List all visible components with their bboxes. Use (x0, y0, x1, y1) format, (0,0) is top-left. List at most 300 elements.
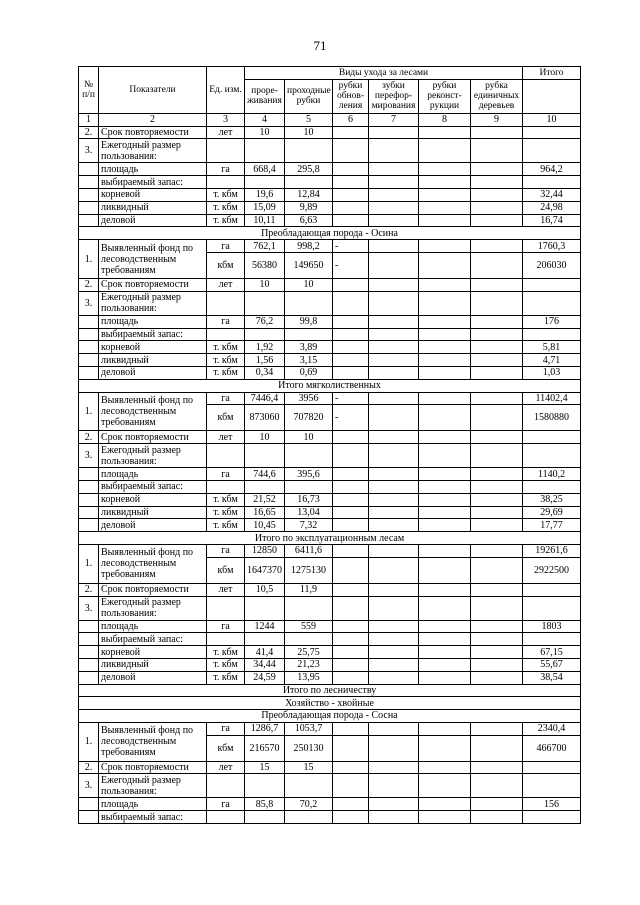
empty-cell (471, 658, 523, 671)
table-row (79, 646, 581, 659)
empty-cell (471, 252, 523, 278)
value-cell (333, 722, 369, 735)
row-unit: т. кбм (207, 493, 245, 506)
row-unit: т. кбм (207, 646, 245, 659)
row-unit (207, 774, 245, 798)
value-cell: 395,6 (285, 468, 333, 481)
row-label: выбираемый запас: (99, 328, 207, 341)
value-cell: - (333, 240, 369, 253)
section-row (79, 532, 581, 545)
value-cell: 1053,7 (285, 722, 333, 735)
row-unit: га (207, 240, 245, 253)
value-cell (285, 774, 333, 798)
empty-cell (369, 468, 419, 481)
row-label: корневой (99, 188, 207, 201)
value-cell (245, 444, 285, 468)
value-cell (333, 278, 369, 291)
row-number (79, 341, 99, 354)
value-cell (333, 774, 369, 798)
empty-cell (419, 328, 471, 341)
empty-cell (369, 392, 419, 405)
table-row (79, 278, 581, 291)
value-cell: 10 (285, 126, 333, 139)
empty-cell (419, 493, 471, 506)
section-title: Итого по лесничеству (79, 684, 581, 697)
empty-cell (471, 596, 523, 620)
empty-cell (471, 519, 523, 532)
empty-cell (419, 163, 471, 176)
row-label: Выявленный фонд по лесоводственным требованиям (99, 544, 207, 583)
empty-cell (369, 620, 419, 633)
row-number (79, 811, 99, 824)
total-cell (523, 328, 581, 341)
empty-cell (471, 431, 523, 444)
value-cell (245, 811, 285, 824)
row-label: Выявленный фонд по лесоводственным требованиям (99, 392, 207, 431)
total-cell: 67,15 (523, 646, 581, 659)
table-row (79, 811, 581, 824)
value-cell: 3,89 (285, 341, 333, 354)
table-row (79, 139, 581, 163)
total-cell: 2922500 (523, 557, 581, 583)
value-cell (333, 444, 369, 468)
empty-cell (369, 774, 419, 798)
value-cell (333, 583, 369, 596)
table-row (79, 468, 581, 481)
empty-cell (369, 201, 419, 214)
row-number (79, 163, 99, 176)
empty-cell (369, 646, 419, 659)
total-cell: 19261,6 (523, 544, 581, 557)
empty-cell (471, 646, 523, 659)
empty-cell (369, 444, 419, 468)
value-cell: 9,89 (285, 201, 333, 214)
empty-cell (419, 557, 471, 583)
value-cell: 762,1 (245, 240, 285, 253)
value-cell: 998,2 (285, 240, 333, 253)
value-cell: - (333, 405, 369, 431)
value-cell (333, 519, 369, 532)
empty-cell (471, 480, 523, 493)
empty-cell (369, 493, 419, 506)
empty-cell (419, 506, 471, 519)
table-row (79, 722, 581, 735)
value-cell (333, 139, 369, 163)
header-indicator: Показатели (99, 67, 207, 114)
empty-cell (471, 315, 523, 328)
section-row (79, 379, 581, 392)
value-cell: 41,4 (245, 646, 285, 659)
empty-cell (369, 214, 419, 227)
empty-cell (419, 646, 471, 659)
header-types-group: Виды ухода за лесами (245, 67, 523, 80)
row-number: 3. (79, 596, 99, 620)
value-cell: 1,56 (245, 354, 285, 367)
row-label: ликвидный (99, 201, 207, 214)
table-row (79, 444, 581, 468)
empty-cell (419, 392, 471, 405)
row-unit: т. кбм (207, 341, 245, 354)
row-number: 1. (79, 240, 99, 279)
row-label: выбираемый запас: (99, 811, 207, 824)
row-number (79, 188, 99, 201)
header-type: рубки обнов-ления (333, 79, 369, 113)
row-unit: кбм (207, 557, 245, 583)
value-cell: 13,04 (285, 506, 333, 519)
value-cell: 24,59 (245, 671, 285, 684)
row-label: Срок повторяемости (99, 278, 207, 291)
col-number: 1 (79, 113, 99, 126)
row-label: площадь (99, 468, 207, 481)
value-cell: 149650 (285, 252, 333, 278)
total-cell (523, 811, 581, 824)
value-cell: 12,84 (285, 188, 333, 201)
row-unit: т. кбм (207, 188, 245, 201)
value-cell (285, 633, 333, 646)
empty-cell (419, 405, 471, 431)
row-unit: кбм (207, 252, 245, 278)
table-body (79, 126, 581, 823)
row-label: выбираемый запас: (99, 176, 207, 189)
empty-cell (419, 583, 471, 596)
value-cell: 10,11 (245, 214, 285, 227)
col-number: 4 (245, 113, 285, 126)
value-cell: 16,73 (285, 493, 333, 506)
empty-cell (419, 761, 471, 774)
empty-cell (471, 811, 523, 824)
row-number (79, 354, 99, 367)
empty-cell (471, 557, 523, 583)
section-title: Преобладающая порода - Сосна (79, 710, 581, 723)
total-cell: 55,67 (523, 658, 581, 671)
empty-cell (471, 493, 523, 506)
row-number (79, 328, 99, 341)
value-cell (285, 444, 333, 468)
empty-cell (419, 620, 471, 633)
value-cell: 16,65 (245, 506, 285, 519)
row-unit: лет (207, 126, 245, 139)
row-label: деловой (99, 366, 207, 379)
table-header (79, 67, 581, 127)
row-unit (207, 328, 245, 341)
value-cell: - (333, 252, 369, 278)
value-cell (245, 176, 285, 189)
value-cell: 21,52 (245, 493, 285, 506)
row-label: корневой (99, 341, 207, 354)
total-cell: 2340,4 (523, 722, 581, 735)
row-label: площадь (99, 798, 207, 811)
table-row (79, 328, 581, 341)
value-cell (333, 798, 369, 811)
value-cell: 12850 (245, 544, 285, 557)
row-number (79, 201, 99, 214)
empty-cell (419, 658, 471, 671)
row-unit: га (207, 722, 245, 735)
total-cell: 16,74 (523, 214, 581, 227)
empty-cell (419, 431, 471, 444)
row-unit: га (207, 620, 245, 633)
row-label: Выявленный фонд по лесоводственным требованиям (99, 722, 207, 761)
row-unit: га (207, 392, 245, 405)
section-title: Итого мягколиственных (79, 379, 581, 392)
value-cell (285, 596, 333, 620)
value-cell: 10 (245, 126, 285, 139)
table-row (79, 201, 581, 214)
value-cell: 11,9 (285, 583, 333, 596)
row-label: площадь (99, 163, 207, 176)
table-row (79, 392, 581, 405)
value-cell (333, 671, 369, 684)
empty-cell (419, 444, 471, 468)
total-cell (523, 596, 581, 620)
col-number: 7 (369, 113, 419, 126)
value-cell (333, 620, 369, 633)
value-cell (333, 658, 369, 671)
row-label: Срок повторяемости (99, 431, 207, 444)
empty-cell (471, 291, 523, 315)
empty-cell (419, 291, 471, 315)
empty-cell (419, 201, 471, 214)
row-label: Срок повторяемости (99, 126, 207, 139)
section-title: Преобладающая порода - Осина (79, 227, 581, 240)
value-cell (333, 596, 369, 620)
col-number: 3 (207, 113, 245, 126)
empty-cell (419, 354, 471, 367)
row-unit: га (207, 163, 245, 176)
row-unit: га (207, 468, 245, 481)
value-cell: 0,34 (245, 366, 285, 379)
total-cell: 5,81 (523, 341, 581, 354)
empty-cell (419, 315, 471, 328)
empty-cell (471, 671, 523, 684)
value-cell (333, 126, 369, 139)
total-cell (523, 774, 581, 798)
value-cell: 7,32 (285, 519, 333, 532)
value-cell: 15,09 (245, 201, 285, 214)
value-cell (333, 315, 369, 328)
empty-cell (369, 544, 419, 557)
header-type: зубки перефор-мирования (369, 79, 419, 113)
value-cell (333, 431, 369, 444)
row-unit (207, 633, 245, 646)
row-unit: га (207, 315, 245, 328)
empty-cell (369, 315, 419, 328)
total-cell: 38,25 (523, 493, 581, 506)
value-cell (333, 214, 369, 227)
empty-cell (471, 176, 523, 189)
value-cell: 34,44 (245, 658, 285, 671)
value-cell (333, 188, 369, 201)
empty-cell (471, 506, 523, 519)
row-number: 3. (79, 139, 99, 163)
empty-cell (471, 761, 523, 774)
empty-cell (369, 126, 419, 139)
row-unit: лет (207, 278, 245, 291)
row-unit (207, 444, 245, 468)
value-cell (333, 633, 369, 646)
table-row (79, 774, 581, 798)
value-cell: 21,23 (285, 658, 333, 671)
row-number: 2. (79, 583, 99, 596)
empty-cell (471, 798, 523, 811)
value-cell: 10,45 (245, 519, 285, 532)
row-number: 1. (79, 392, 99, 431)
empty-cell (471, 328, 523, 341)
value-cell (333, 557, 369, 583)
total-cell: 24,98 (523, 201, 581, 214)
value-cell: 10 (285, 431, 333, 444)
table-row (79, 315, 581, 328)
table-row (79, 633, 581, 646)
value-cell (285, 139, 333, 163)
total-cell (523, 291, 581, 315)
empty-cell (369, 519, 419, 532)
empty-cell (471, 735, 523, 761)
empty-cell (419, 633, 471, 646)
empty-cell (369, 761, 419, 774)
empty-cell (369, 405, 419, 431)
row-unit: т. кбм (207, 519, 245, 532)
value-cell (333, 761, 369, 774)
row-number (79, 366, 99, 379)
row-unit: т. кбм (207, 658, 245, 671)
empty-cell (471, 188, 523, 201)
empty-cell (369, 291, 419, 315)
row-number (79, 658, 99, 671)
empty-cell (369, 480, 419, 493)
empty-cell (471, 341, 523, 354)
row-number (79, 506, 99, 519)
total-cell (523, 583, 581, 596)
empty-cell (369, 658, 419, 671)
empty-cell (369, 176, 419, 189)
row-label: выбираемый запас: (99, 633, 207, 646)
row-unit (207, 139, 245, 163)
total-cell: 38,54 (523, 671, 581, 684)
value-cell (333, 341, 369, 354)
value-cell (245, 774, 285, 798)
empty-cell (369, 139, 419, 163)
total-cell: 32,44 (523, 188, 581, 201)
value-cell: 10,5 (245, 583, 285, 596)
value-cell (245, 291, 285, 315)
row-number (79, 493, 99, 506)
empty-cell (419, 214, 471, 227)
value-cell: 1244 (245, 620, 285, 633)
forest-care-table (78, 66, 581, 824)
value-cell (333, 354, 369, 367)
value-cell (333, 468, 369, 481)
value-cell: 15 (245, 761, 285, 774)
value-cell: - (333, 392, 369, 405)
col-number: 2 (99, 113, 207, 126)
empty-cell (369, 354, 419, 367)
row-number (79, 620, 99, 633)
value-cell (333, 291, 369, 315)
empty-cell (419, 240, 471, 253)
table-row (79, 354, 581, 367)
row-unit: кбм (207, 405, 245, 431)
value-cell (333, 163, 369, 176)
row-unit: т. кбм (207, 354, 245, 367)
table-row (79, 480, 581, 493)
row-unit (207, 480, 245, 493)
row-unit: лет (207, 761, 245, 774)
row-unit: т. кбм (207, 671, 245, 684)
empty-cell (419, 774, 471, 798)
section-title: Итого по эксплуатационным лесам (79, 532, 581, 545)
value-cell (333, 506, 369, 519)
row-number: 2. (79, 126, 99, 139)
value-cell (245, 328, 285, 341)
total-cell (523, 480, 581, 493)
table-row (79, 761, 581, 774)
value-cell: 10 (285, 278, 333, 291)
section-row (79, 710, 581, 723)
empty-cell (419, 798, 471, 811)
value-cell: 7446,4 (245, 392, 285, 405)
header-unit: Ед. изм. (207, 67, 245, 114)
value-cell (333, 811, 369, 824)
col-number: 9 (471, 113, 523, 126)
empty-cell (419, 126, 471, 139)
empty-cell (369, 633, 419, 646)
empty-cell (471, 278, 523, 291)
empty-cell (369, 557, 419, 583)
empty-cell (419, 139, 471, 163)
table-row (79, 519, 581, 532)
row-number (79, 214, 99, 227)
empty-cell (419, 366, 471, 379)
row-label: ликвидный (99, 506, 207, 519)
value-cell (245, 480, 285, 493)
row-number (79, 315, 99, 328)
total-cell (523, 633, 581, 646)
value-cell: 295,8 (285, 163, 333, 176)
section-row (79, 684, 581, 697)
table-row (79, 620, 581, 633)
table-row (79, 658, 581, 671)
table-row (79, 544, 581, 557)
total-cell: 466700 (523, 735, 581, 761)
value-cell: 1275130 (285, 557, 333, 583)
empty-cell (369, 431, 419, 444)
empty-cell (419, 722, 471, 735)
value-cell: 668,4 (245, 163, 285, 176)
value-cell (333, 735, 369, 761)
row-label: корневой (99, 646, 207, 659)
row-unit: т. кбм (207, 214, 245, 227)
empty-cell (419, 480, 471, 493)
row-number: 1. (79, 544, 99, 583)
row-number (79, 176, 99, 189)
row-unit: кбм (207, 735, 245, 761)
row-label: Ежегодный размер пользования: (99, 774, 207, 798)
value-cell (285, 176, 333, 189)
total-cell (523, 139, 581, 163)
total-cell (523, 431, 581, 444)
empty-cell (471, 468, 523, 481)
value-cell (333, 366, 369, 379)
table-row (79, 176, 581, 189)
table-row (79, 341, 581, 354)
total-cell: 1803 (523, 620, 581, 633)
row-label: Ежегодный размер пользования: (99, 291, 207, 315)
value-cell: 707820 (285, 405, 333, 431)
value-cell: 85,8 (245, 798, 285, 811)
section-row (79, 227, 581, 240)
empty-cell (419, 811, 471, 824)
